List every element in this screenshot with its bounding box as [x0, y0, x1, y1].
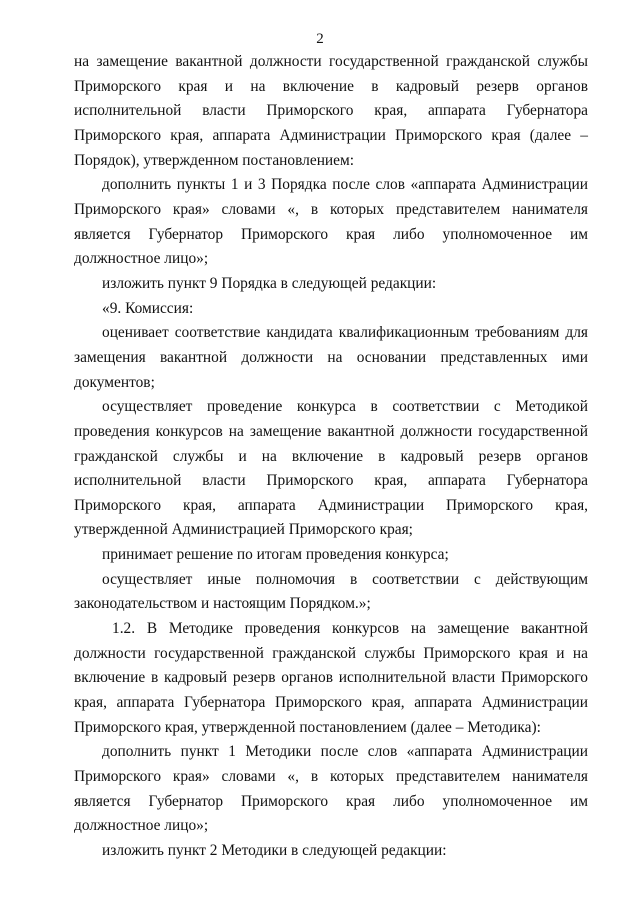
paragraph-commission-decides: принимает решение по итогам проведения конкурса;	[102, 546, 449, 564]
document-body	[74, 50, 588, 864]
page-number: 2	[316, 31, 324, 47]
paragraph-commission-conducts: осуществляет проведение конкурса в соответствии с Методикой проведения конкурсов на замещение вакантной должности государственной гражданской службы и на включение в кадровый резерв органов исполнительной власти Приморского края, аппарата Губернатора Приморского края, аппарата Администрации Приморского края, утвержденной Администрацией Приморского края;	[74, 398, 588, 539]
paragraph-commission-evaluates: оценивает соответствие кандидата квалификационным требованиям для замещения вакантной должности на основании представленных ими документов;	[74, 324, 588, 391]
paragraph-commission-heading: «9. Комиссия:	[102, 299, 194, 317]
paragraph-restate-methodology-point-2: изложить пункт 2 Методики в следующей редакции:	[102, 842, 447, 859]
paragraph-amend-points-1-3: дополнить пункты 1 и 3 Порядка после слов «аппарата Администрации Приморского края» словами «, в которых представителем нанимателя является Губернатор Приморского края либо уполномоченное им должностное лицо»;	[74, 176, 588, 268]
paragraph-continuation: на замещение вакантной должности государственной гражданской службы Приморского края и на включение в кадровый резерв органов исполнительной власти Приморского края, аппарата Губернатора Приморского края, аппарата Администрации Приморского края (далее – Порядок), утвержденном постановлением:	[74, 53, 588, 169]
paragraph-commission-other-powers: осуществляет иные полномочия в соответствии с действующим законодательством и настоящим Порядком.»;	[74, 570, 588, 613]
paragraph-restate-point-9: изложить пункт 9 Порядка в следующей редакции:	[102, 274, 437, 292]
paragraph-section-1-2: 1.2. В Методике проведения конкурсов на замещение вакантной должности государственной гражданской службы Приморского края и на включение в кадровый резерв органов исполнительной власти Приморского края, аппарата Губернатора Приморского края, аппарата Администрации Приморского края, утвержденной постановлением (далее – Методика):	[74, 620, 588, 736]
paragraph-amend-methodology-point-1: дополнить пункт 1 Методики после слов «аппарата Администрации Приморского края» словами «, в которых представителем нанимателя является Губернатор Приморского края либо уполномоченное им должностное лицо»;	[74, 743, 588, 835]
